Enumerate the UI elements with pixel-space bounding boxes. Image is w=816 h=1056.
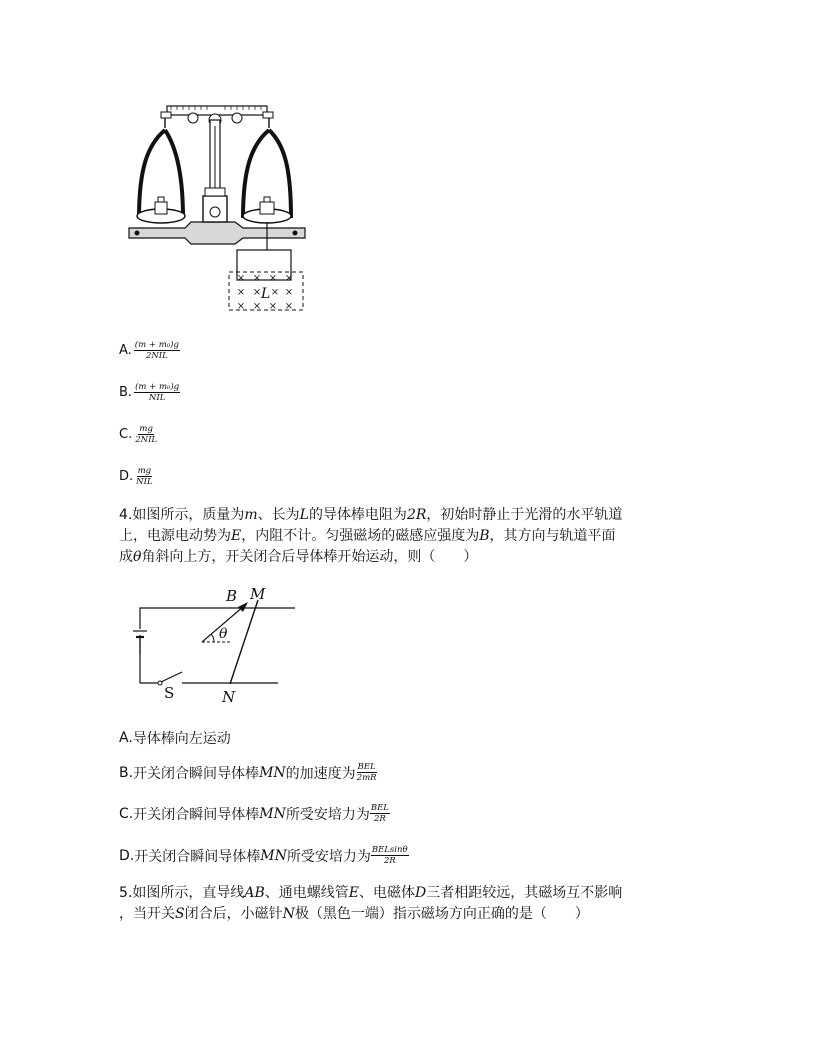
q4-stem-line [119,505,699,526]
text: ，内阻不计。匀强磁场的磁感应强度为 [241,528,480,544]
fraction-numerator: (m + m₀)g [135,382,180,392]
option-text: 的加速度为 [285,765,356,782]
fraction-denominator: NIL [136,477,153,487]
q4-stem [119,505,699,568]
option-text: 开关闭合瞬间导体棒 [134,848,261,865]
option-letter: A. [119,730,133,746]
option-letter: B. [119,385,133,400]
field-mark: × [284,301,294,312]
option-letter: D. [119,847,135,864]
option-text: 导体棒向左运动 [132,731,231,747]
text: 、通电螺线管 [264,885,349,901]
math-var: S [175,906,185,922]
q3-option-c[interactable] [119,424,158,445]
field-mark: × [236,301,246,312]
option-letter: D. [119,469,134,484]
text: 上，电源电动势为 [119,528,231,544]
field-mark: × [284,273,294,284]
q5-stem-line [119,904,699,925]
balance-figure [125,100,310,315]
option-letter: C. [119,805,134,822]
fraction-denominator: 2mR [356,773,377,783]
math-var: B [479,528,490,544]
fraction-denominator: 2R [383,856,396,866]
math-var: E [231,528,242,544]
text: 、长为 [257,507,300,523]
field-mark: × [252,273,262,284]
field-mark: × [252,301,262,312]
math-var: N [282,906,295,922]
label-S: S [164,684,175,702]
coil-label-L: L [261,286,271,302]
option-text: 开关闭合瞬间导体棒 [133,765,260,782]
q4-option-a[interactable] [119,728,231,748]
field-mark: × [284,287,294,298]
math-var: MN [260,847,287,864]
text: 成 [119,549,133,565]
fraction-numerator: mg [139,424,153,434]
q3-option-b[interactable] [119,382,180,403]
fraction-numerator: BEL [370,803,389,813]
field-mark: × [268,273,278,284]
fraction-denominator: 2NIL [145,351,168,361]
fraction-numerator: BEL [357,762,376,772]
q4-option-c[interactable] [119,803,390,824]
text: 角斜向上方，开关闭合后导体棒开始运动，则（ ） [141,549,478,565]
text: 三者相距较远，其磁场互不影响 [426,885,623,901]
q4-stem-line [119,526,699,547]
option-text: 所受安培力为 [285,806,370,823]
math-var: m [244,507,258,523]
math-var: AB [244,885,265,901]
math-var: MN [259,764,286,781]
fraction-numerator: (m + m₀)g [134,340,179,350]
label-M: M [250,585,266,603]
text: 4.如图所示，质量为 [119,507,245,523]
q3-option-a[interactable] [119,340,180,361]
text: 极（黑色一端）指示磁场方向正确的是（ ） [294,906,589,922]
q3-option-d[interactable] [119,466,154,487]
option-fraction [371,845,409,866]
rail-circuit-figure [130,582,305,707]
q4-option-d[interactable] [119,845,409,866]
text: ，其方向与轨道平面 [489,528,616,544]
q4-stem-line [119,547,699,568]
option-fraction [134,382,180,403]
q4-option-b[interactable] [119,762,378,783]
text: 的导体棒电阻为 [308,507,407,523]
option-fraction [370,803,390,824]
label-N: N [222,688,236,706]
option-fraction [356,762,378,783]
field-mark: × [270,287,280,298]
math-var: E [348,885,359,901]
field-mark: × [236,273,246,284]
option-fraction [135,466,153,487]
field-mark: × [268,301,278,312]
text: 闭合后，小磁针 [184,906,283,922]
math-var: 2R [406,507,427,523]
math-var: θ [133,549,142,565]
option-text: 开关闭合瞬间导体棒 [133,806,260,823]
text: 、电磁体 [359,885,415,901]
fraction-denominator: NIL [148,393,166,403]
fraction-numerator: BELsinθ [371,845,408,855]
text: ，当开关 [119,906,175,922]
fraction-numerator: mg [137,466,152,476]
math-var: D [415,885,427,901]
option-letter: C. [119,427,133,442]
option-letter: B. [119,764,134,781]
option-fraction [134,340,180,361]
q5-stem [119,883,699,925]
math-var: MN [259,805,286,822]
text: ，初始时静止于光滑的水平轨道 [426,507,623,523]
text: 5.如图所示，直导线 [119,885,245,901]
option-fraction [134,424,158,445]
label-B: B [226,587,238,605]
field-mark: × [252,287,262,298]
math-var: L [299,507,309,523]
label-theta: θ [219,626,228,642]
option-text: 所受安培力为 [286,848,371,865]
fraction-denominator: 2NIL [135,435,158,445]
q5-stem-line [119,883,699,904]
fraction-denominator: 2R [373,814,386,824]
field-mark: × [236,287,246,298]
option-letter: A. [119,343,132,358]
